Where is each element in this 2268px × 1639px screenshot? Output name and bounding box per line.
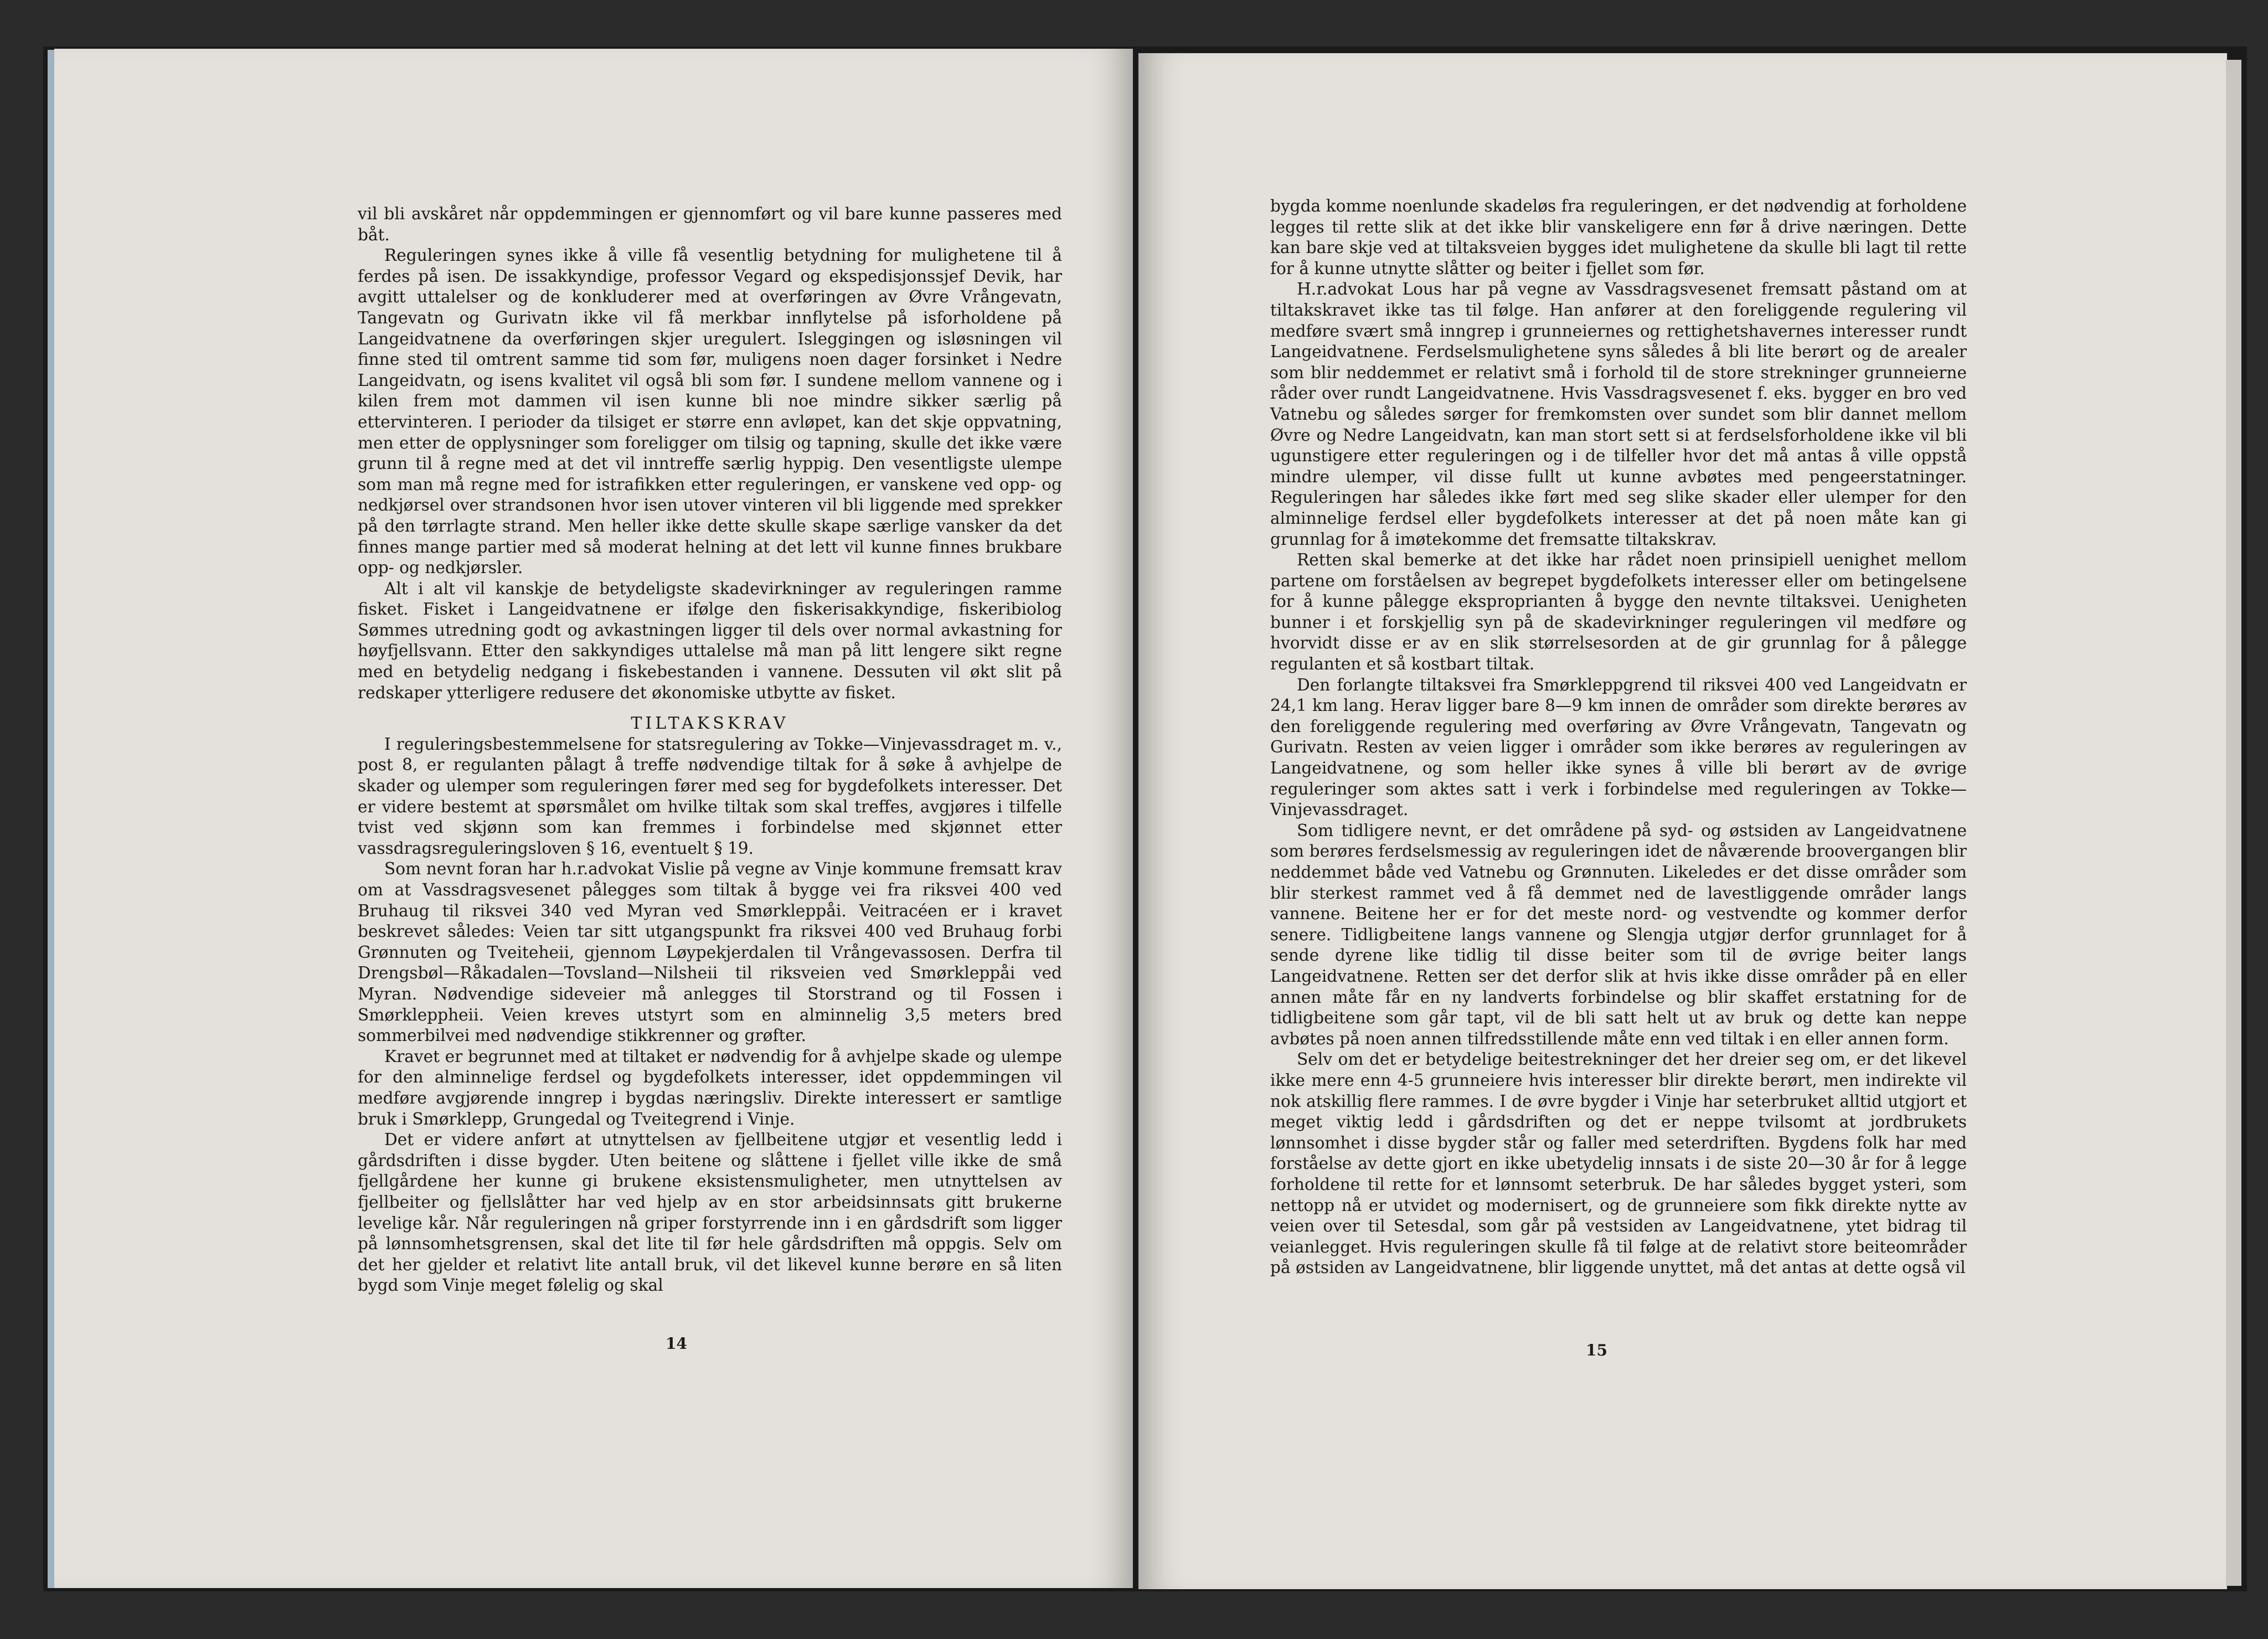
section-heading: TILTAKSKRAV bbox=[631, 714, 789, 734]
left-paragraph: vil bli avskåret når oppdemmingen er gjennomført og vil bare kunne passeres med båt. bbox=[358, 204, 1062, 244]
left-paragraph: Alt i alt vil kanskje de betydeligste skadevirkninger av reguleringen ramme fisket. Fisket i Langeidvatnene er ifølge den fiskerisakkyndige, fiskeribiolog Sømmes utredning godt og avkastningen ligger til dels over normal avkastning for høyfjellsvann. Etter den sakkyndiges uttalelse må man på litt lengere sikt regne med en betydelig nedgang i fiskebestanden i vannene. Dessuten vil økt slit på redskaper ytterligere redusere det økonomiske utbytte av fisket. bbox=[358, 579, 1062, 702]
left-paragraph: Kravet er begrunnet med at tiltaket er nødvendig for å avhjelpe skade og ulempe for den alminnelige ferdsel og bygdefolkets interesser, idet oppdemmingen vil medføre avgjørende inngrep i bygdas næringsliv. Direkte interessert er samtlige bruk i Smørklepp, Grungedal og Tveitegrend i Vinje. bbox=[358, 1047, 1062, 1128]
left-paragraph: Reguleringen synes ikke å ville få vesentlig betydning for mulighetene til å ferdes på isen. De issakkyndige, professor Vegard og ekspedisjonssjef Devik, har avgitt uttalelser og de konkluderer med at overføringen av Øvre Vrångevatn, Tangevatn og Gurivatn ikke vil få merkbar innflytelse på isforholdene på Langeidvatnene da overføringen skjer uregulert. Isleggingen og isløsningen vil finne sted til omtrent samme tid som før, muligens noen dager forsinket i Nedre Langeidvatn, og isens kvalitet vil også bli som før. I sundene mellom vannene og i kilen frem mot dammen vil isen kunne bli noe mindre sikker særlig på ettervinteren. I perioder da tilsiget er større enn avløpet, kan det skje oppvatning, men etter de opplysninger som foreligger om tilsig og tapning, skulle det ikke være grunn til å regne med at det vil inntreffe særlig hyppig. Den vesentligste ulempe som man må regne med for istrafikken etter reguleringen, er vanskene ved opp- og nedkjørsel over strandsonen hvor isen utover vinteren vil bli liggende med sprekker på den tørrlagte strand. Men heller ikke dette skulle skape særlige vansker da det finnes mange partier med så moderat helning at det lett vil kunne finnes brukbare opp- og nedkjørsler. bbox=[358, 246, 1062, 578]
right-paragraph: Som tidligere nevnt, er det områdene på syd- og østsiden av Langeidvatnene som berøres ferdselsmessig av reguleringen idet de nåværende broovergangen blir neddemmet både ved Vatnebu og Grønnuten. Likeledes er det disse områder som blir sterkest rammet ved å få demmet ned de lavestliggende områder langs vannene. Beitene her er for det meste nord- og vestvendte og kommer derfor senere. Tidligbeitene langs vannene og Slengja utgjør derfor grunnlaget for å sende dyrene like tidlig til disse beiter som til de øvrige beiter langs Langeidvatnene. Retten ser det derfor slik at hvis ikke disse områder på en eller annen måte får en ny landverts forbindelse og blir skaffet erstatning for de tidligbeitene som går tapt, vil de bli satt helt ut av bruk og dette kan neppe avbøtes på noen annen tilfredsstillende måte enn ved tiltak i en eller annen form. bbox=[1270, 821, 1967, 1048]
right-paragraph: bygda komme noenlunde skadeløs fra reguleringen, er det nødvendig at forholdene legges til rette slik at det ikke blir vanskeligere enn før å drive næringen. Dette kan bare skje ved at tiltaksveien bygges idet mulighetene da skulle bli lagt til rette for å kunne utnytte slåtter og beiter i fjellet som før. bbox=[1270, 197, 1967, 278]
right-text-column bbox=[1270, 196, 1967, 1279]
left-paragraph: I reguleringsbestemmelsene for statsregulering av Tokke—Vinjevassdraget m. v., post 8, er regulanten pålagt å treffe nødvendige tiltak for å søke å avhjelpe de skader og ulemper som reguleringen fører med seg for bygdefolkets interesser. Det er videre bestemt at spørsmålet om hvilke tiltak som skal treffes, avgjøres i tilfelle tvist ved skjønn som kan fremmes i forbindelse med skjønnet etter vassdragsreguleringsloven § 16, eventuelt § 19. bbox=[358, 734, 1062, 858]
left-paragraph: Som nevnt foran har h.r.advokat Vislie på vegne av Vinje kommune fremsatt krav om at Vassdragsvesenet pålegges som tiltak å bygge vei fra riksvei 400 ved Bruhaug til riksvei 340 ved Myran ved Smørkleppåi. Veitracéen er i kravet beskrevet således: Veien tar sitt utgangspunkt fra riksvei 400 ved Bruhaug forbi Grønnuten og Tveiteheii, gjennom Løypekjerdalen til Vrångevassosen. Derfra til Drengsbøl—Råkadalen—Tovsland—Nilsheii til riksveien ved Smørkleppåi ved Myran. Nødvendige sideveier må anlegges til Storstrand og til Fossen i Smørkleppheii. Veien kreves utstyrt som en alminnelig 3,5 meters bred sommerbilvei med nødvendige stikkrenner og grøfter. bbox=[358, 859, 1062, 1045]
right-paragraph: Retten skal bemerke at det ikke har rådet noen prinsipiell uenighet mellom partene om forståelsen av begrepet bygdefolkets interesser eller om betingelsene for å kunne pålegge eksproprianten å bygge den nevnte tiltaksvei. Uenigheten bunner i et forskjellig syn på de skadevirkninger reguleringen vil medføre og hvorvidt disse er av en slik størrelsesorden at de gir grunnlag for å pålegge regulanten et så kostbart tiltak. bbox=[1270, 550, 1967, 674]
right-page bbox=[1138, 53, 2227, 1589]
left-paragraph: Det er videre anført at utnyttelsen av fjellbeitene utgjør et vesentlig ledd i gårdsdriften i disse bygder. Uten beitene og slåttene i fjellet ville ikke de små fjellgårdene her kunne gi brukene eksistensmuligheter, men utnyttelsen av fjellbeiter og fjellslåtter har ved hjelp av en stor arbeidsinnsats gitt brukerne levelige kår. Når reguleringen nå griper forstyrrende inn i en gårdsdrift som ligger på lønnsomhetsgrensen, skal det lite til før hele gårdsdriften må oppgis. Selv om det her gjelder et relativt lite antall bruk, vil det likevel kunne berøre en så liten bygd som Vinje meget følelig og skal bbox=[358, 1130, 1062, 1295]
right-paragraph: Selv om det er betydelige beitestrekninger det her dreier seg om, er det likevel ikke mere enn 4-5 grunneiere hvis interesser blir direkte berørt, men indirekte vil nok atskillig flere rammes. I de øvre bygder i Vinje har seterbruket alltid utgjort et meget viktig ledd i gårdsdriften og det er neppe tvilsomt at jordbrukets lønnsomhet i disse bygder står og faller med seterdriften. Bygdens folk har med forståelse av dette gjort en ikke ubetydelig innsats i de siste 20—30 år for å legge forholdene til rette for et lønnsomt seterbruk. De har således bygget ysteri, som nettopp nå er utvidet og modernisert, og de grunneiere som fikk direkte nytte av veien over til Setesdal, som går på vestsiden av Langeidvatnene, ytet bidrag til veianlegget. Hvis reguleringen skulle få til følge at de relativt store beiteområder på østsiden av Langeidvatnene, blir liggende unyttet, må det antas at dette også vil bbox=[1270, 1050, 1967, 1277]
book-edge-right bbox=[2226, 60, 2241, 1586]
right-paragraph: H.r.advokat Lous har på vegne av Vassdragsvesenet fremsatt påstand om at tiltakskravet ikke tas til følge. Han anfører at den foreliggende regulering vil medføre svært små inngrep i grunneiernes og rettighetshavernes interesser rundt Langeidvatnene. Ferdselsmulighetene syns således å bli lite berørt og de arealer som blir neddemmet er relativt små i forhold til de store strekninger grunneierne råder over rundt Langeidvatnene. Hvis Vassdragsvesenet f. eks. bygger en bro ved Vatnebu og således sørger for fremkomsten over sundet som blir dannet mellom Øvre og Nedre Langeidvatn, kan man stort sett si at ferdselsforholdene ikke vil bli ugunstigere etter reguleringen og i de tilfeller hvor det må antas å ville oppstå mindre ulemper, vil disse fullt ut kunne avbøtes med pengeerstatninger. Reguleringen har således ikke ført med seg slike skader eller ulemper for den alminnelige ferdsel eller bygdefolkets interesser at det på noen måte kan gi grunnlag for å imøtekomme det fremsatte tiltakskrav. bbox=[1270, 280, 1967, 549]
page-number-right: 15 bbox=[1586, 1341, 1607, 1359]
left-text-column bbox=[358, 204, 1062, 1296]
page-number-left: 14 bbox=[666, 1334, 687, 1353]
left-page bbox=[54, 49, 1133, 1588]
right-paragraph: Den forlangte tiltaksvei fra Smørkleppgrend til riksvei 400 ved Langeidvatn er 24,1 km lang. Herav ligger bare 8—9 km innen de områder som direkte berøres av den foreliggende regulering med overføring av Øvre Vrångevatn, Tangevatn og Gurivatn. Resten av veien ligger i områder som ikke berøres av reguleringen av Langeidvatnene, og som heller ikke synes å ville bli berørt av de øvrige reguleringer som aktes satt i verk i forbindelse med reguleringen av Tokke—Vinjevassdraget. bbox=[1270, 675, 1967, 820]
